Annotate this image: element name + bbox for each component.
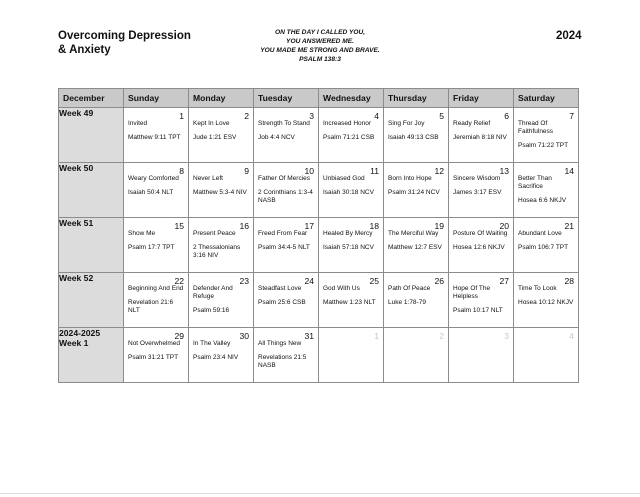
day-title: Not Overwhelmed — [128, 340, 181, 347]
day-number: 30 — [239, 331, 249, 341]
day-header-tuesday: Tuesday — [254, 89, 319, 108]
day-cell[interactable] — [189, 163, 254, 218]
day-cell[interactable] — [384, 218, 449, 273]
day-cell[interactable] — [124, 108, 189, 163]
day-scripture: Revelations 21:5 NASB — [258, 354, 307, 370]
day-scripture: Psalm 31:21 TPT — [128, 354, 179, 361]
day-title: Ready Relief — [453, 120, 491, 127]
day-scripture: Matthew 1:23 NLT — [323, 299, 376, 306]
day-cell[interactable] — [449, 108, 514, 163]
week-label-line: Week 51 — [59, 218, 94, 228]
day-header-monday: Monday — [189, 89, 254, 108]
day-header-thursday: Thursday — [384, 89, 449, 108]
year-label: 2024 — [556, 30, 582, 42]
day-title: Better Than Sacrifice — [518, 175, 552, 191]
day-title: Defender And Refuge — [193, 285, 233, 301]
day-header-friday: Friday — [449, 89, 514, 108]
day-scripture: Isaiah 57:18 NCV — [323, 244, 374, 251]
verse-line: ON THE DAY I CALLED YOU, — [274, 29, 366, 36]
day-number: 4 — [569, 331, 574, 341]
day-number: 16 — [239, 221, 249, 231]
day-number: 25 — [369, 276, 379, 286]
day-number: 31 — [304, 331, 314, 341]
day-number: 5 — [439, 111, 444, 121]
week-label-line: Week 50 — [59, 163, 94, 173]
day-scripture: Psalm 10:17 NLT — [453, 307, 503, 314]
day-cell[interactable] — [384, 108, 449, 163]
day-number: 9 — [244, 166, 249, 176]
week-label — [59, 328, 124, 383]
day-cell[interactable] — [254, 108, 319, 163]
day-scripture: Hosea 6:6 NKJV — [518, 197, 567, 204]
day-title: The Merciful Way — [388, 230, 439, 237]
day-number: 7 — [569, 111, 574, 121]
day-number: 6 — [504, 111, 509, 121]
week-label-line: 2024-2025 — [59, 328, 101, 338]
day-scripture: Jeremiah 8:18 NIV — [453, 134, 507, 141]
day-cell[interactable] — [514, 163, 579, 218]
day-title: Time To Look — [518, 285, 557, 292]
calendar-grid — [58, 88, 579, 383]
day-number: 29 — [174, 331, 184, 341]
day-cell[interactable] — [384, 163, 449, 218]
day-scripture: Revelation 21:6 NLT — [128, 299, 174, 315]
day-title: Hope Of The Helpless — [453, 285, 491, 301]
week-row — [59, 273, 579, 328]
day-number: 14 — [564, 166, 574, 176]
day-title: In The Valley — [193, 340, 231, 347]
day-cell[interactable] — [514, 328, 579, 383]
day-number: 23 — [239, 276, 249, 286]
day-header-wednesday: Wednesday — [319, 89, 384, 108]
day-title: Unbiased God — [323, 175, 365, 182]
title-line-1: Overcoming Depression — [58, 30, 191, 42]
day-cell[interactable] — [319, 218, 384, 273]
week-row — [59, 218, 579, 273]
day-number: 13 — [499, 166, 509, 176]
day-number: 1 — [374, 331, 379, 341]
day-cell[interactable] — [449, 273, 514, 328]
day-title: Never Left — [193, 175, 223, 182]
verse-line: YOU ANSWERED ME. — [286, 38, 354, 45]
day-title: Healed By Mercy — [323, 230, 373, 237]
day-title: Freed From Fear — [258, 230, 308, 237]
week-label-line: Week 1 — [59, 338, 89, 348]
week-label — [59, 218, 124, 273]
day-title: Kept In Love — [193, 120, 230, 127]
day-cell[interactable] — [514, 218, 579, 273]
day-title: All Things New — [258, 340, 302, 347]
day-title: Posture Of Waiting — [453, 230, 508, 237]
day-scripture: Job 4:4 NCV — [258, 134, 295, 141]
day-title: Sing For Joy — [388, 120, 425, 127]
day-number: 1 — [179, 111, 184, 121]
day-cell[interactable] — [189, 328, 254, 383]
day-scripture: Psalm 71:21 CSB — [323, 134, 375, 141]
day-title: Invited — [128, 120, 148, 127]
day-number: 27 — [499, 276, 509, 286]
day-title: Abundant Love — [518, 230, 562, 237]
day-number: 12 — [434, 166, 444, 176]
day-number: 3 — [309, 111, 314, 121]
day-number: 17 — [304, 221, 314, 231]
day-cell[interactable] — [254, 273, 319, 328]
day-number: 4 — [374, 111, 379, 121]
title-line-2: & Anxiety — [58, 44, 111, 56]
day-title: Strength To Stand — [258, 120, 310, 127]
day-scripture: Psalm 31:24 NCV — [388, 189, 440, 196]
day-scripture: Jude 1:21 ESV — [193, 134, 237, 141]
day-number: 24 — [304, 276, 314, 286]
day-scripture: Psalm 59:16 — [193, 307, 230, 314]
verse-line: YOU MADE ME STRONG AND BRAVE. — [260, 47, 380, 54]
day-number: 2 — [439, 331, 444, 341]
day-scripture: Psalm 23:4 NIV — [193, 354, 239, 361]
week-label-line: Week 49 — [59, 108, 94, 118]
day-cell[interactable] — [189, 218, 254, 273]
day-scripture: Psalm 34:4-5 NLT — [258, 244, 310, 251]
day-cell[interactable] — [449, 328, 514, 383]
day-number: 2 — [244, 111, 249, 121]
day-number: 21 — [564, 221, 574, 231]
day-scripture: James 3:17 ESV — [453, 189, 502, 196]
day-title: Path Of Peace — [388, 285, 431, 292]
day-scripture: Hosea 12:6 NKJV — [453, 244, 505, 251]
day-title: Born Into Hope — [388, 175, 432, 182]
day-number: 10 — [304, 166, 314, 176]
day-number: 22 — [174, 276, 184, 286]
day-cell[interactable] — [124, 218, 189, 273]
day-scripture: Hosea 10:12 NKJV — [518, 299, 574, 306]
day-header-saturday: Saturday — [514, 89, 579, 108]
day-scripture: Psalm 17:7 TPT — [128, 244, 175, 251]
day-number: 26 — [434, 276, 444, 286]
day-cell[interactable] — [254, 163, 319, 218]
day-scripture: Matthew 5:3-4 NIV — [193, 189, 247, 196]
day-title: Thread Of Faithfulness — [518, 120, 554, 136]
day-header-sunday: Sunday — [124, 89, 189, 108]
day-cell[interactable] — [189, 108, 254, 163]
day-cell[interactable] — [449, 218, 514, 273]
day-number: 20 — [499, 221, 509, 231]
month-header: December — [59, 89, 124, 108]
scripture-verse — [230, 28, 410, 64]
verse-reference: PSALM 138:3 — [299, 56, 341, 63]
week-label — [59, 163, 124, 218]
day-title: Show Me — [128, 230, 156, 237]
day-number: 11 — [370, 166, 379, 176]
day-cell[interactable] — [254, 218, 319, 273]
week-label-line: Week 52 — [59, 273, 94, 283]
day-cell[interactable] — [124, 163, 189, 218]
day-number: 8 — [179, 166, 184, 176]
day-title: Weary Comforted — [128, 175, 179, 182]
day-cell[interactable] — [124, 273, 189, 328]
week-label — [59, 273, 124, 328]
week-row — [59, 163, 579, 218]
day-number: 28 — [564, 276, 574, 286]
week-label — [59, 108, 124, 163]
day-scripture: Psalm 25:6 CSB — [258, 299, 306, 306]
day-cell[interactable] — [189, 273, 254, 328]
day-cell[interactable] — [384, 273, 449, 328]
day-title: Increased Honor — [323, 120, 372, 127]
day-scripture: Psalm 71:22 TPT — [518, 142, 569, 149]
week-row — [59, 328, 579, 383]
day-cell[interactable] — [319, 108, 384, 163]
day-scripture: Psalm 106:7 TPT — [518, 244, 569, 251]
day-cell[interactable] — [319, 328, 384, 383]
day-cell[interactable] — [384, 328, 449, 383]
day-scripture: 2 Thessalonians 3:16 NIV — [193, 244, 241, 260]
day-number: 15 — [174, 221, 184, 231]
day-scripture: Luke 1:78-79 — [388, 299, 426, 306]
day-title: Father Of Mercies — [258, 175, 311, 182]
day-cell[interactable] — [254, 328, 319, 383]
day-cell[interactable] — [319, 163, 384, 218]
day-title: Beginning And End — [128, 285, 184, 292]
day-number: 18 — [369, 221, 379, 231]
day-scripture: Isaiah 50:4 NLT — [128, 189, 174, 196]
day-number: 19 — [434, 221, 444, 231]
week-row — [59, 108, 579, 163]
day-scripture: 2 Corinthians 1:3-4 NASB — [258, 189, 313, 205]
day-cell[interactable] — [124, 328, 189, 383]
day-title: Sincere Wisdom — [453, 175, 501, 182]
page-edge — [0, 493, 640, 494]
day-number: 3 — [504, 331, 509, 341]
day-title: Steadfast Love — [258, 285, 302, 292]
day-cell[interactable] — [449, 163, 514, 218]
day-scripture: Isaiah 30:18 NCV — [323, 189, 374, 196]
day-title: God With Us — [323, 285, 360, 292]
day-cell[interactable] — [514, 108, 579, 163]
day-cell[interactable] — [319, 273, 384, 328]
page-title — [58, 29, 191, 57]
day-title: Present Peace — [193, 230, 236, 237]
day-cell[interactable] — [514, 273, 579, 328]
header-row — [59, 89, 579, 108]
day-scripture: Matthew 12:7 ESV — [388, 244, 442, 251]
day-scripture: Isaiah 49:13 CSB — [388, 134, 439, 141]
day-scripture: Matthew 9:11 TPT — [128, 134, 181, 141]
